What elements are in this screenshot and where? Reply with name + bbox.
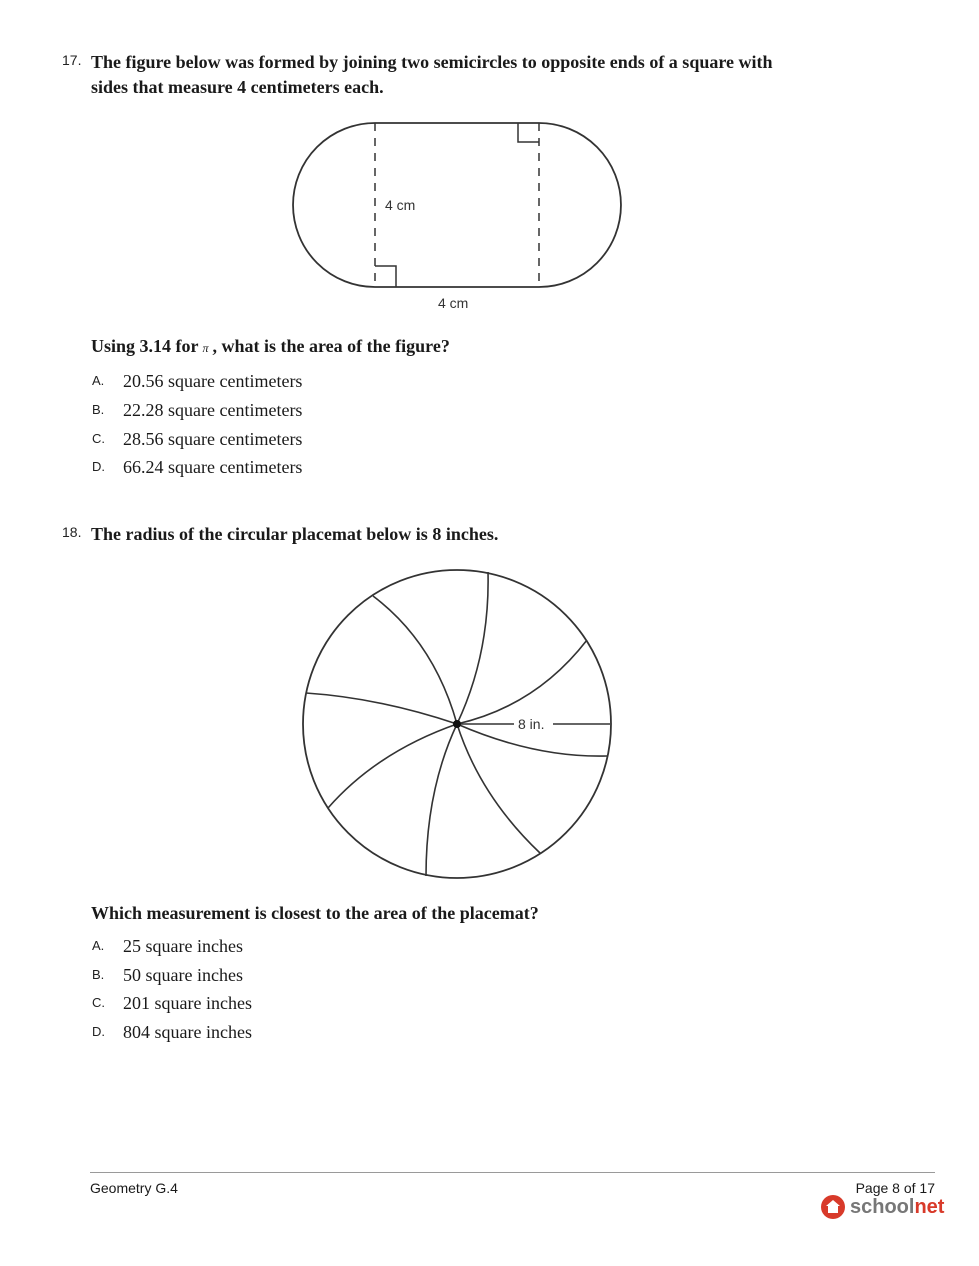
swirl-line bbox=[457, 640, 587, 724]
choice-text: 201 square inches bbox=[123, 993, 252, 1013]
question-17-number: 17. bbox=[62, 52, 82, 68]
question-18-prompt: Which measurement is closest to the area of the placemat? bbox=[91, 903, 539, 923]
choice-letter: A. bbox=[92, 938, 105, 953]
placemat-figure bbox=[0, 560, 979, 890]
radius-label: 8 in. bbox=[518, 716, 545, 732]
question-17-prompt-start: Using 3.14 for bbox=[91, 336, 199, 356]
choice-text: 25 square inches bbox=[123, 936, 243, 956]
stadium-figure bbox=[0, 112, 979, 332]
question-18-stem: The radius of the circular placemat below is 8 inches. bbox=[91, 524, 499, 544]
choice-letter: B. bbox=[92, 967, 105, 982]
choice-text: 50 square inches bbox=[123, 965, 243, 985]
question-18-number: 18. bbox=[62, 524, 82, 540]
right-angle-mark-bottom bbox=[375, 266, 396, 287]
swirl-line bbox=[306, 693, 457, 724]
right-semicircle bbox=[539, 123, 621, 287]
choice-text: 28.56 square centimeters bbox=[123, 429, 303, 449]
logo-wordmark bbox=[850, 1196, 944, 1219]
swirl-line bbox=[426, 724, 457, 876]
bottom-length-label: 4 cm bbox=[438, 295, 469, 311]
question-17-prompt-end: , what is the area of the figure? bbox=[212, 336, 450, 356]
choice-text: 22.28 square centimeters bbox=[123, 400, 303, 420]
pi-symbol: π bbox=[202, 341, 209, 355]
choice-text: 66.24 square centimeters bbox=[123, 457, 303, 477]
house-icon bbox=[820, 1194, 846, 1220]
footer-subject: Geometry G.4 bbox=[90, 1180, 178, 1196]
side-length-label: 4 cm bbox=[385, 197, 416, 213]
right-angle-mark-top bbox=[518, 123, 539, 142]
question-17-prompt bbox=[91, 334, 450, 361]
logo-word-net: net bbox=[914, 1195, 945, 1218]
center-point bbox=[453, 720, 461, 728]
choice-text: 804 square inches bbox=[123, 1022, 252, 1042]
choice-letter: D. bbox=[92, 1024, 105, 1039]
question-17-stem-line-1: The figure below was formed by joining two semicircles to opposite ends of a square with bbox=[91, 52, 773, 72]
footer-divider bbox=[90, 1172, 935, 1173]
choice-letter: C. bbox=[92, 995, 105, 1010]
swirl-line bbox=[328, 724, 457, 808]
swirl-line bbox=[457, 724, 540, 853]
choice-letter: A. bbox=[92, 373, 105, 388]
left-semicircle bbox=[293, 123, 375, 287]
choice-letter: D. bbox=[92, 459, 105, 474]
schoolnet-logo bbox=[820, 1194, 944, 1220]
choice-letter: B. bbox=[92, 402, 105, 417]
question-17-stem-line-2: sides that measure 4 centimeters each. bbox=[91, 77, 384, 97]
choice-text: 20.56 square centimeters bbox=[123, 371, 303, 391]
footer-page-number: Page 8 of 17 bbox=[855, 1180, 935, 1196]
logo-word-school: school bbox=[850, 1195, 915, 1218]
choice-letter: C. bbox=[92, 431, 105, 446]
swirl-line bbox=[457, 572, 488, 724]
